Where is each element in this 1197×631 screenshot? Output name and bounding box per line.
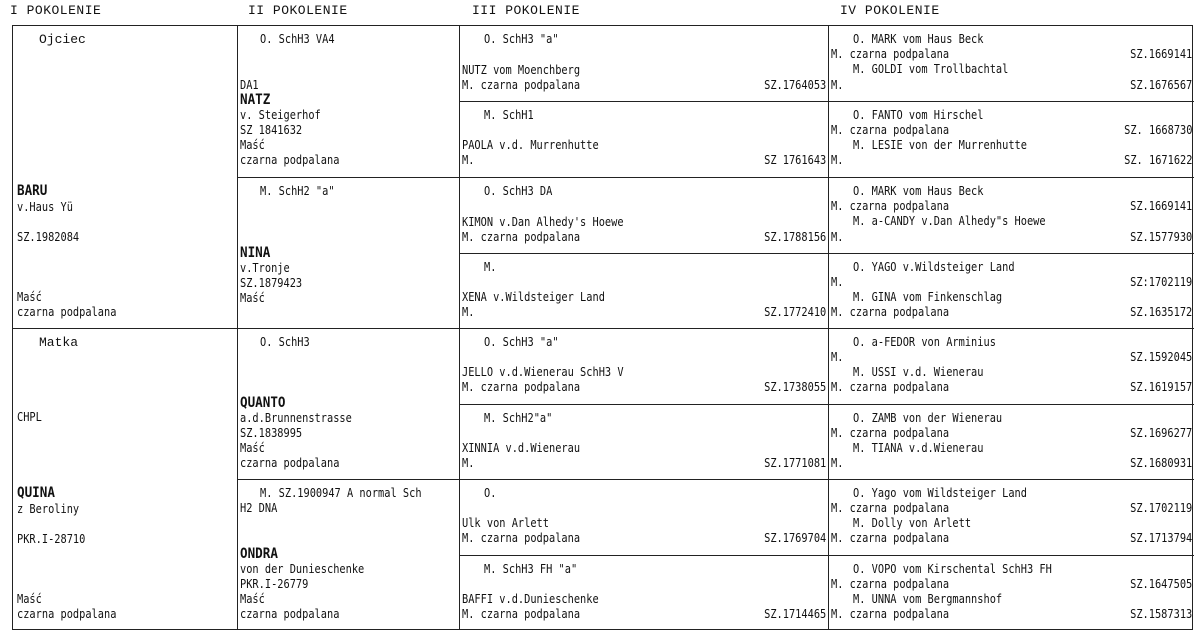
gen4-sire: O. MARK vom Haus Beck <box>853 184 984 198</box>
mother-color-label: Maść <box>17 592 42 606</box>
gen4-cell <box>829 329 1194 404</box>
gen2-color: czarna podpalana <box>240 153 340 167</box>
pedigree-table <box>12 25 1193 630</box>
gen2-reg: PKR.I-26779 <box>240 577 309 591</box>
gen4-sire: O. FANTO vom Hirschel <box>853 108 984 122</box>
gen3-title: M. SchH3 FH "a" <box>484 562 578 576</box>
gen2-reg: SZ.1879423 <box>240 276 303 290</box>
gen4-sire-color: M. czarna podpalana <box>831 501 950 515</box>
gen4-sire-color: M. czarna podpalana <box>831 426 950 440</box>
mother-name: QUINA <box>17 485 55 501</box>
gen3-reg: SZ.1714465 <box>763 607 826 621</box>
gen4-dam: M. TIANA v.d.Wienerau <box>853 441 984 455</box>
gen4-dam-color: M. czarna podpalana <box>831 531 950 545</box>
gen4-dam-reg: SZ.1587313 <box>1129 607 1192 621</box>
gen4-dam-color: M. <box>831 153 844 167</box>
gen3-cell <box>460 26 828 101</box>
gen4-dam-reg: SZ.1676567 <box>1129 78 1192 92</box>
gen2-reg: SZ.1838995 <box>240 426 303 440</box>
gen2-reg: SZ 1841632 <box>240 123 303 137</box>
mother-reg: PKR.I-28710 <box>17 532 86 546</box>
gen2-title: M. SchH2 "a" <box>260 184 335 198</box>
gen4-sire-color: M. <box>831 275 844 289</box>
gen3-color: M. czarna podpalana <box>462 531 581 545</box>
gen4-sire: O. YAGO v.Wildsteiger Land <box>853 260 1015 274</box>
gen3-name: XINNIA v.d.Wienerau <box>462 441 581 455</box>
gen4-sire-color: M. czarna podpalana <box>831 47 950 61</box>
mother-chpl: CHPL <box>17 410 42 424</box>
gen4-sire-reg: SZ:1702119 <box>1129 275 1192 289</box>
gen2-color-label: Maść <box>240 138 265 152</box>
gen3-name: Ulk von Arlett <box>462 516 549 530</box>
gen4-sire-reg: SZ.1696277 <box>1129 426 1192 440</box>
gen3-name: BAFFI v.d.Dunieschenke <box>462 592 599 606</box>
header-gen-3: III POKOLENIE <box>472 3 580 18</box>
gen2-color-label: Maść <box>240 441 265 455</box>
gen4-dam-color: M. czarna podpalana <box>831 305 950 319</box>
gen4-dam-reg: SZ.1577930 <box>1129 230 1192 244</box>
gen2-cell <box>238 480 459 631</box>
gen3-reg: SZ.1738055 <box>763 380 826 394</box>
gen2-origin: von der Dunieschenke <box>240 562 365 576</box>
gen3-cell <box>460 480 828 555</box>
mother-origin: z Beroliny <box>17 502 80 516</box>
gen4-cell <box>829 405 1194 479</box>
father-reg: SZ.1982084 <box>17 230 80 244</box>
gen3-name: XENA v.Wildsteiger Land <box>462 290 605 304</box>
gen4-cell <box>829 254 1194 328</box>
gen2-name: ONDRA <box>240 546 278 562</box>
gen4-sire-color: M. czarna podpalana <box>831 199 950 213</box>
gen4-cell <box>829 26 1194 101</box>
gen4-cell <box>829 556 1194 631</box>
gen3-name: KIMON v.Dan Alhedy's Hoewe <box>462 215 624 229</box>
gen4-dam: M. GOLDI vom Trollbachtal <box>853 62 1009 76</box>
gen3-color: M. <box>462 153 475 167</box>
gen4-sire-color: M. <box>831 350 844 364</box>
gen2-origin: v.Tronje <box>240 261 290 275</box>
gen4-dam: M. USSI v.d. Wienerau <box>853 365 984 379</box>
gen3-cell <box>460 102 828 177</box>
gen4-cell <box>829 178 1194 253</box>
gen4-sire: O. Yago vom Wildsteiger Land <box>853 486 1027 500</box>
gen1-father-cell <box>13 26 237 328</box>
gen4-dam-color: M. <box>831 78 844 92</box>
header-gen-1: I POKOLENIE <box>10 3 102 18</box>
gen4-sire-reg: SZ. 1668730 <box>1123 123 1192 137</box>
gen2-color-label: Maść <box>240 291 265 305</box>
gen3-cell <box>460 329 828 404</box>
gen4-cell <box>829 480 1194 555</box>
father-color: czarna podpalana <box>17 305 117 319</box>
gen2-title: M. SZ.1900947 A normal Sch <box>260 486 422 500</box>
gen3-name: PAOLA v.d. Murrenhutte <box>462 138 599 152</box>
header-gen-4: IV POKOLENIE <box>840 3 940 18</box>
gen4-sire-reg: SZ.1647505 <box>1129 577 1192 591</box>
gen3-color: M. czarna podpalana <box>462 78 581 92</box>
gen3-color: M. czarna podpalana <box>462 230 581 244</box>
gen2-title: O. SchH3 <box>260 335 310 349</box>
father-origin: v.Haus Yü <box>17 200 73 214</box>
gen2-color: czarna podpalana <box>240 456 340 470</box>
gen4-dam-color: M. <box>831 456 844 470</box>
gen4-dam: M. GINA vom Finkenschlag <box>853 290 1003 304</box>
gen2-title-cont: H2 DNA <box>240 501 278 515</box>
gen3-color: M. <box>462 456 475 470</box>
gen2-color: czarna podpalana <box>240 607 340 621</box>
gen4-dam: M. UNNA vom Bergmannshof <box>853 592 1003 606</box>
gen4-dam-color: M. <box>831 230 844 244</box>
gen4-sire-reg: SZ.1669141 <box>1129 47 1192 61</box>
gen4-dam-reg: SZ.1713794 <box>1129 531 1192 545</box>
gen4-sire: O. MARK vom Haus Beck <box>853 32 984 46</box>
gen4-dam-color: M. czarna podpalana <box>831 607 950 621</box>
gen3-color: M. czarna podpalana <box>462 380 581 394</box>
gen2-origin: a.d.Brunnenstrasse <box>240 411 352 425</box>
gen3-title: O. SchH3 "a" <box>484 335 559 349</box>
gen3-reg: SZ.1772410 <box>763 305 826 319</box>
gen3-title: M. SchH1 <box>484 108 534 122</box>
gen3-title: O. <box>484 486 497 500</box>
gen3-color: M. <box>462 305 475 319</box>
gen4-sire-reg: SZ.1702119 <box>1129 501 1192 515</box>
gen2-cell <box>238 178 459 328</box>
gen2-title: O. SchH3 VA4 <box>260 32 335 46</box>
father-color-label: Maść <box>17 290 42 304</box>
gen4-sire: O. VOPO vom Kirschental SchH3 FH <box>853 562 1052 576</box>
header-gen-2: II POKOLENIE <box>248 3 348 18</box>
gen2-cell <box>238 329 459 479</box>
gen3-cell <box>460 178 828 253</box>
gen3-reg: SZ.1771081 <box>763 456 826 470</box>
gen3-cell <box>460 254 828 328</box>
mother-label: Matka <box>39 335 79 350</box>
father-label: Ojciec <box>39 32 86 47</box>
gen3-title: M. <box>484 260 497 274</box>
gen3-title: O. SchH3 "a" <box>484 32 559 46</box>
gen4-sire-color: M. czarna podpalana <box>831 577 950 591</box>
gen4-sire-color: M. czarna podpalana <box>831 123 950 137</box>
father-name: BARU <box>17 183 48 199</box>
gen2-cell <box>238 26 459 177</box>
gen3-reg: SZ.1764053 <box>763 78 826 92</box>
gen2-name: NINA <box>240 245 271 261</box>
gen4-cell <box>829 102 1194 177</box>
gen2-prefix: DA1 <box>240 78 259 92</box>
gen3-reg: SZ.1769704 <box>763 531 826 545</box>
gen4-dam: M. Dolly von Arlett <box>853 516 972 530</box>
gen3-name: JELLO v.d.Wienerau SchH3 V <box>462 365 624 379</box>
gen2-color-label: Maść <box>240 592 265 606</box>
gen4-sire-reg: SZ.1592045 <box>1129 350 1192 364</box>
gen3-title: O. SchH3 DA <box>484 184 553 198</box>
gen4-dam: M. a-CANDY v.Dan Alhedy"s Hoewe <box>853 214 1046 228</box>
gen4-dam-reg: SZ.1680931 <box>1129 456 1192 470</box>
gen4-sire: O. a-FEDOR von Arminius <box>853 335 996 349</box>
gen3-color: M. czarna podpalana <box>462 607 581 621</box>
gen3-name: NUTZ vom Moenchberg <box>462 63 581 77</box>
gen3-cell <box>460 405 828 479</box>
gen3-reg: SZ.1788156 <box>763 230 826 244</box>
gen3-cell <box>460 556 828 631</box>
gen2-name: NATZ <box>240 92 271 108</box>
gen4-dam-reg: SZ. 1671622 <box>1123 153 1192 167</box>
gen4-dam: M. LESIE von der Murrenhutte <box>853 138 1027 152</box>
gen4-sire-reg: SZ.1669141 <box>1129 199 1192 213</box>
gen2-origin: v. Steigerhof <box>240 108 321 122</box>
gen3-title: M. SchH2"a" <box>484 411 553 425</box>
mother-color: czarna podpalana <box>17 607 117 621</box>
gen4-dam-color: M. czarna podpalana <box>831 380 950 394</box>
gen1-mother-cell <box>13 328 237 631</box>
gen2-name: QUANTO <box>240 395 286 411</box>
gen4-dam-reg: SZ.1619157 <box>1129 380 1192 394</box>
gen4-dam-reg: SZ.1635172 <box>1129 305 1192 319</box>
gen4-sire: O. ZAMB von der Wienerau <box>853 411 1003 425</box>
gen3-reg: SZ 1761643 <box>763 153 826 167</box>
